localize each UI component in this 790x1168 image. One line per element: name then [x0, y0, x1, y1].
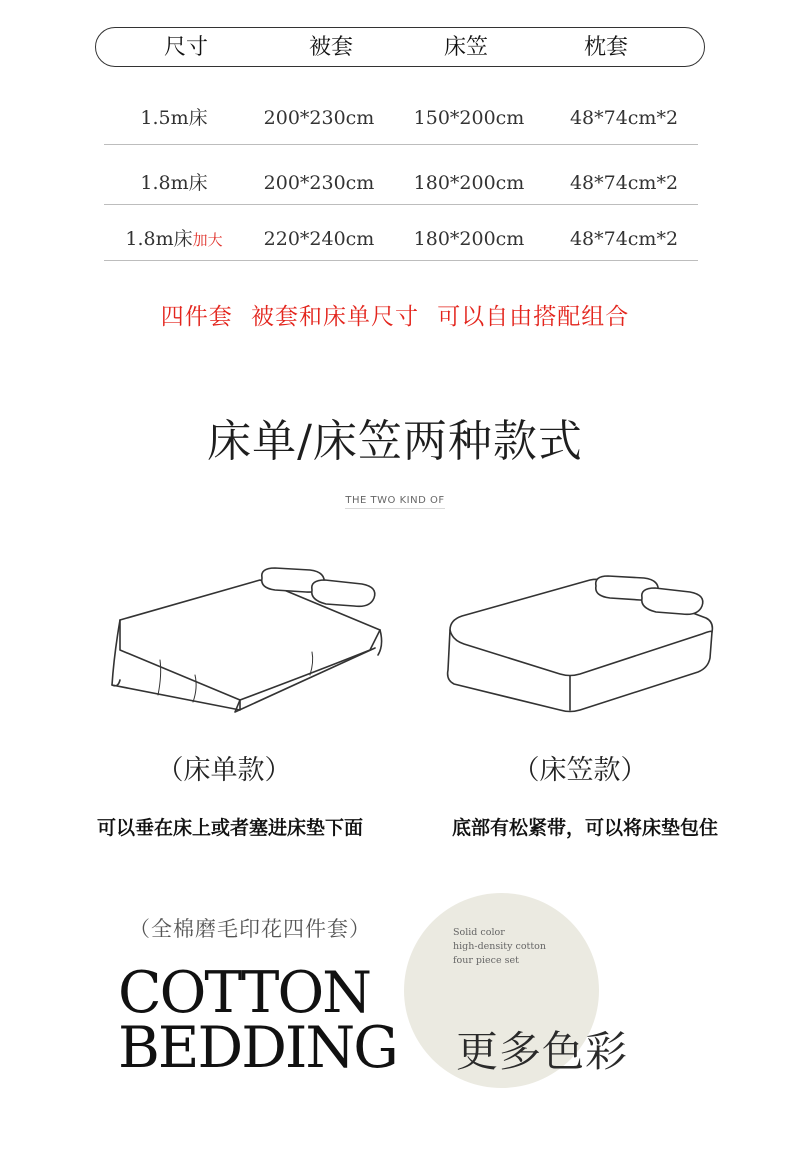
row-divider: [104, 204, 698, 205]
header-duvet: 被套: [308, 35, 353, 60]
row-fitted: 180*200cm: [413, 228, 525, 250]
row-size: 1.5m床: [140, 107, 208, 129]
fitted-style-name: （床笠款）: [512, 755, 648, 786]
more-colors: 更多色彩: [456, 1027, 629, 1076]
row-duvet: 200*230cm: [263, 172, 375, 194]
circle-caption-line: high-density cotton: [453, 941, 547, 952]
row-size: 1.8m床加大: [125, 228, 223, 250]
sheet-style-desc: 可以垂在床上或者塞进床垫下面: [96, 817, 363, 839]
kinds-title: 床单/床笠两种款式: [207, 416, 583, 467]
oversize-tag: 加大: [192, 231, 223, 249]
flat-sheet-bed-illustration: [100, 560, 400, 730]
circle-caption: [453, 926, 546, 968]
subtitle-underline: [345, 508, 445, 509]
row-pillow: 48*74cm*2: [569, 107, 679, 129]
brand-line-cotton: COTTON: [118, 960, 371, 1026]
set-name: （全棉磨毛印花四件套）: [129, 917, 371, 941]
circle-caption-line: Solid color: [453, 927, 505, 938]
fitted-sheet-bed-illustration: [440, 560, 720, 720]
row-divider: [104, 260, 698, 261]
header-pillow: 枕套: [583, 35, 628, 60]
circle-caption-line: four piece set: [453, 955, 519, 966]
table-row: [104, 90, 698, 146]
table-row: [104, 155, 698, 211]
sheet-style-name: （床单款）: [156, 755, 292, 786]
brand-line-bedding: BEDDING: [118, 1015, 397, 1081]
combo-note: 四件套 被套和床单尺寸 可以自由搭配组合: [160, 304, 630, 330]
kinds-subtitle: THE TWO KIND OF: [345, 495, 445, 506]
row-duvet: 220*240cm: [263, 228, 375, 250]
header-fitted: 床笠: [443, 35, 488, 60]
row-size: 1.8m床: [140, 172, 208, 194]
size-table-header: [95, 27, 705, 67]
header-size: 尺寸: [163, 35, 208, 60]
row-pillow: 48*74cm*2: [569, 228, 679, 250]
row-divider: [104, 144, 698, 145]
fitted-style-desc: 底部有松紧带，可以将床垫包住: [451, 817, 718, 839]
table-row: [104, 211, 698, 267]
row-pillow: 48*74cm*2: [569, 172, 679, 194]
row-fitted: 150*200cm: [413, 107, 525, 129]
row-duvet: 200*230cm: [263, 107, 375, 129]
row-fitted: 180*200cm: [413, 172, 525, 194]
